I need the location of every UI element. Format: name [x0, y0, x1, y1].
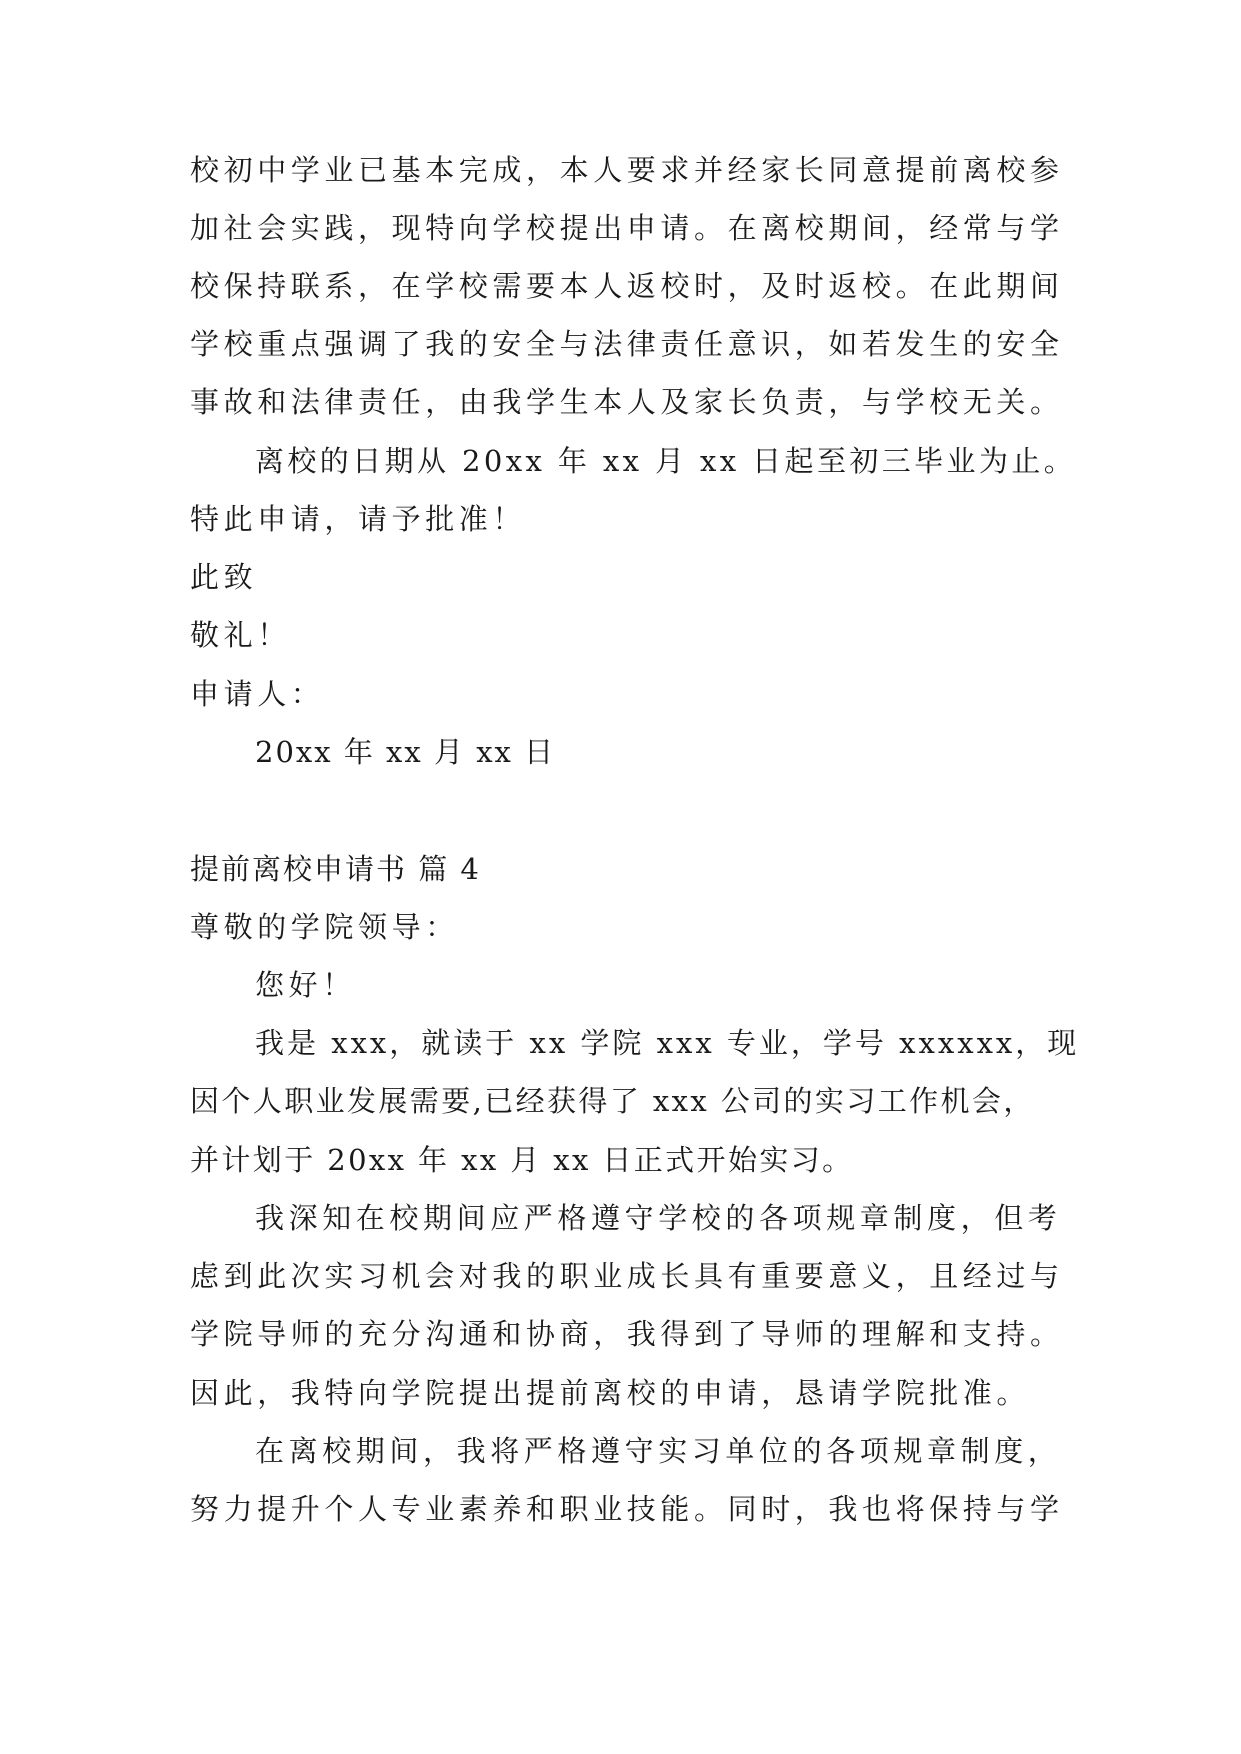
text-line: 我深知在校期间应严格遵守学校的各项规章制度，但考 — [255, 1201, 1062, 1235]
text-line: 校保持联系，在学校需要本人返校时，及时返校。在此期间 — [190, 269, 1064, 303]
request-line: 特此申请，请予批准！ — [190, 502, 527, 536]
text-line: 加社会实践，现特向学校提出申请。在离校期间，经常与学 — [190, 211, 1064, 245]
salutation: 尊敬的学院领导： — [190, 910, 459, 944]
text-line: 努力提升个人专业素养和职业技能。同时，我也将保持与学 — [190, 1492, 1064, 1526]
text-line: 我是 xxx，就读于 xx 学院 xxx 专业，学号 xxxxxx，现 — [255, 1026, 1080, 1060]
text-line: 因个人职业发展需要,已经获得了 xxx 公司的实习工作机会， — [190, 1084, 1035, 1118]
closing-line: 此致 — [190, 560, 258, 594]
text-line: 学校重点强调了我的安全与法律责任意识，如若发生的安全 — [190, 327, 1064, 361]
applicant-line: 申请人： — [190, 677, 325, 711]
text-line: 事故和法律责任，由我学生本人及家长负责，与学校无关。 — [190, 385, 1064, 419]
text-line: 虑到此次实习机会对我的职业成长具有重要意义，且经过与 — [190, 1259, 1064, 1293]
text-line: 因此，我特向学院提出提前离校的申请，恳请学院批准。 — [190, 1376, 1031, 1410]
text-line: 学院导师的充分沟通和协商，我得到了导师的理解和支持。 — [190, 1317, 1064, 1351]
text-line: 在离校期间，我将严格遵守实习单位的各项规章制度， — [255, 1434, 1062, 1468]
text-line: 校初中学业已基本完成，本人要求并经家长同意提前离校参 — [190, 153, 1064, 187]
section-title: 提前离校申请书 篇 4 — [190, 852, 481, 886]
closing-line: 敬礼！ — [190, 618, 291, 652]
text-line: 并计划于 20xx 年 xx 月 xx 日正式开始实习。 — [190, 1143, 854, 1177]
date-range-line: 离校的日期从 20xx 年 xx 月 xx 日起至初三毕业为止。 — [255, 444, 1077, 478]
date-line: 20xx 年 xx 月 xx 日 — [255, 735, 556, 769]
greeting: 您好！ — [255, 968, 356, 1002]
